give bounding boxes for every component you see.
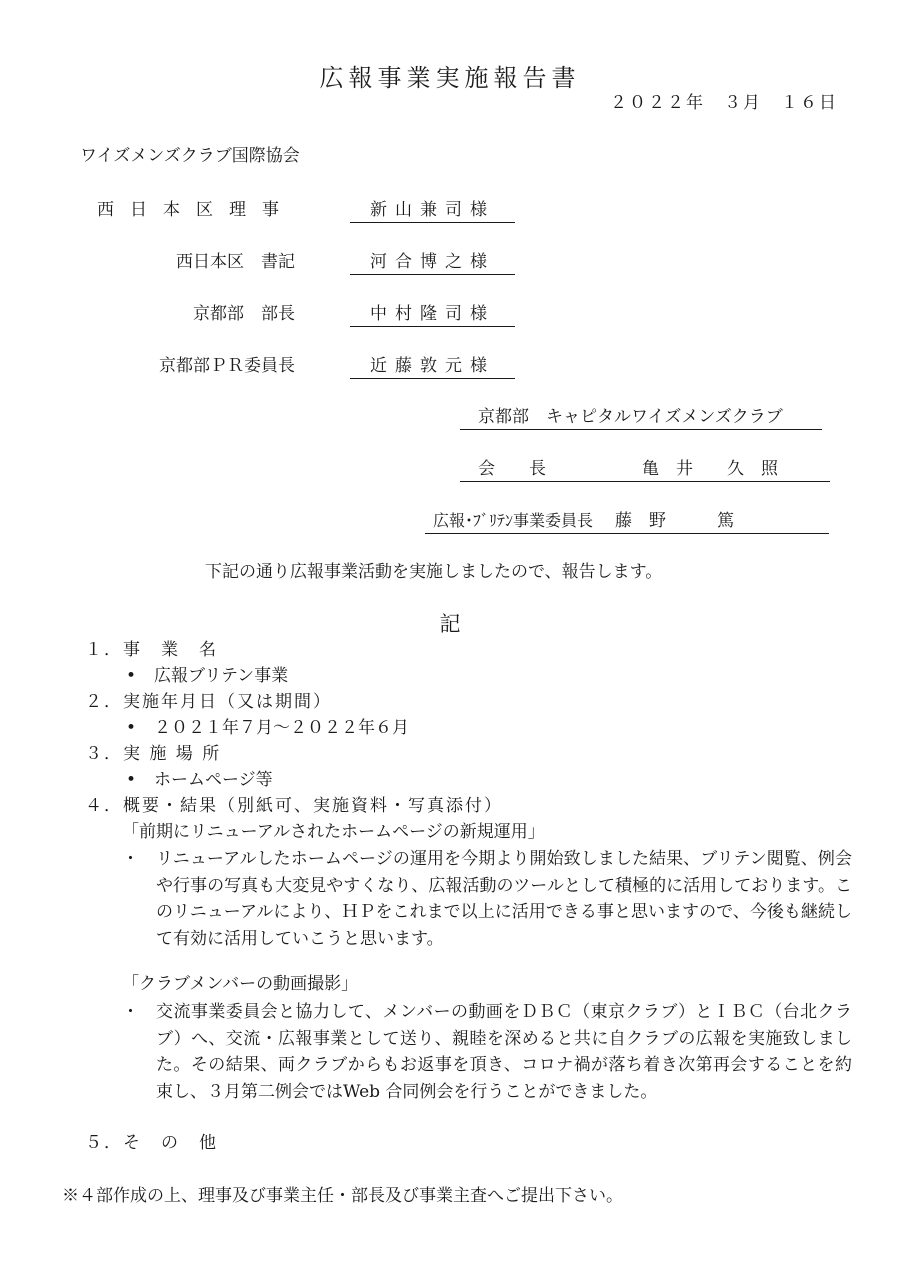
section-heading: ２．実施年月日（又は期間） — [85, 692, 332, 712]
section-heading: ３．実 施 場 所 — [85, 744, 222, 764]
bullet-icon: • — [126, 718, 137, 738]
recipient-organization: ワイズメンズクラブ国際協会 — [80, 146, 300, 166]
sender-club: 京都部 キャピタルワイズメンズクラブ — [460, 407, 822, 430]
recipient-name: 近藤敦元様 — [350, 356, 515, 379]
pr-committee-title: 広報･ﾌﾞﾘﾃﾝ事業委員長 — [433, 511, 594, 530]
section-heading: ５．そ の 他 — [85, 1133, 218, 1153]
list-item — [126, 718, 409, 738]
list-item-text: ２０２１年７月～２０２２年６月 — [154, 718, 409, 738]
pr-committee-name: 藤 野 篤 — [615, 511, 734, 531]
footnote: ※４部作成の上、理事及び事業主任・部長及び事業主査へご提出下さい。 — [62, 1186, 623, 1206]
recipient-name: 中村隆司様 — [350, 304, 515, 327]
list-item-text: ホームページ等 — [154, 770, 273, 790]
section-heading: ４．概要・結果（別紙可、実施資料・写真添付） — [85, 796, 503, 816]
subsection-title: 「前期にリニューアルされたホームページの新規運用」 — [122, 822, 545, 842]
recipient-role: 京都部 部長 — [193, 304, 295, 324]
document-title: 広報事業実施報告書 — [319, 64, 581, 92]
recipient-role: 西日本区理事 — [97, 200, 295, 220]
section-heading: １．事 業 名 — [85, 640, 218, 660]
list-item — [126, 666, 288, 686]
list-item-text: 広報ブリテン事業 — [154, 666, 289, 686]
sender-pr-line — [425, 511, 829, 534]
report-date: ２０２２年 ３月 １６日 — [610, 93, 838, 113]
president-title: 会 長 — [478, 459, 546, 479]
subsection-paragraph — [122, 846, 852, 952]
subsection-paragraph — [122, 999, 852, 1105]
bullet-icon: • — [126, 770, 137, 790]
subsection-title: 「クラブメンバーの動画撮影」 — [122, 974, 359, 994]
bullet-icon: • — [126, 666, 137, 686]
intro-text: 下記の通り広報事業活動を実施しましたので、報告します。 — [205, 562, 663, 582]
recipient-name: 新山兼司様 — [350, 200, 515, 223]
bullet-icon: ・ — [122, 1002, 139, 1022]
bullet-icon: ・ — [122, 849, 139, 869]
sender-president-line — [460, 459, 830, 482]
paragraph-text: 交流事業委員会と協力して、メンバーの動画をＤＢＣ（東京クラブ）とＩＢＣ（台北クラブ）へ、交流・広報事業として送り、親睦を深めると共に自クラブの広報を実施致しました。その結果、両クラブからもお返事を頂き、コロナ禍が落ち着き次第再会することを約束し、３月第二例会ではWeb 合同例会を行うことができました。 — [156, 1002, 852, 1102]
paragraph-text: リニューアルしたホームページの運用を今期より開始致しました結果、ブリテン閲覧、例会や行事の写真も大変見やすくなり、広報活動のツールとして積極的に活用しております。このリニューアルにより、ＨＰをこれまで以上に活用できる事と思いますので、今後も継続して有効に活用していこうと思います。 — [156, 849, 852, 949]
president-name: 亀 井 久 照 — [642, 459, 778, 479]
list-item — [126, 770, 273, 790]
ki-heading: 記 — [439, 612, 461, 636]
recipient-role: 京都部ＰＲ委員長 — [159, 356, 295, 376]
recipient-name: 河合博之様 — [350, 252, 515, 275]
recipient-role: 西日本区 書記 — [176, 252, 295, 272]
